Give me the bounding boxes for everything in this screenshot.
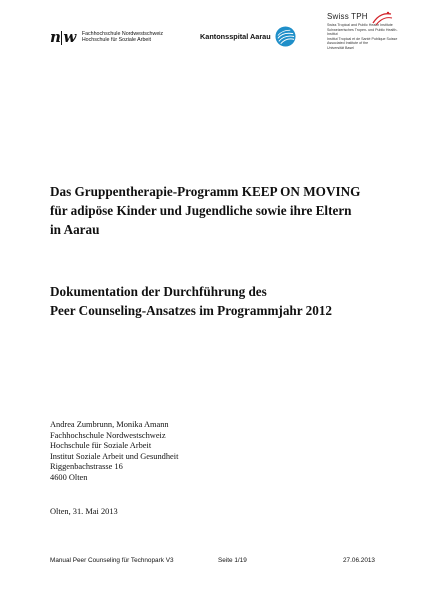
- subtitle-line: Peer Counseling-Ansatzes im Programmjahr 2012: [50, 303, 333, 318]
- fhnw-logo-mark: [50, 28, 76, 46]
- address-line: Riggenbachstrasse 16: [50, 462, 123, 472]
- ksa-logo: [200, 26, 296, 47]
- footer-date: 27.06.2013: [343, 557, 375, 564]
- title-line: in Aarau: [50, 222, 100, 237]
- title-line: für adipöse Kinder und Jugendliche sowie ihre Eltern: [50, 203, 352, 218]
- place-date: Olten, 31. Mai 2013: [50, 507, 118, 516]
- swiss-tph-line: Swiss Tropical and Public Health Institute: [327, 23, 393, 27]
- address-line: Fachhochschule Nordwestschweiz: [50, 430, 166, 440]
- address-line: Institut Soziale Arbeit und Gesundheit: [50, 451, 179, 461]
- authors: Andrea Zumbrunn, Monika Amann: [50, 420, 169, 429]
- footer-document-name: Manual Peer Counseling für Technopark V3: [50, 557, 174, 564]
- swiss-tph-logo: [327, 12, 407, 50]
- page-footer: [50, 557, 375, 569]
- address-line: 4600 Olten: [50, 472, 88, 482]
- document-title: [50, 182, 390, 239]
- swiss-tph-swoosh-icon: [371, 10, 393, 26]
- fhnw-line-1: Fachhochschule Nordwestschweiz: [81, 30, 164, 37]
- fhnw-logo-text: [82, 31, 163, 44]
- title-line: Das Gruppentherapie-Programm KEEP ON MOVING: [50, 184, 361, 199]
- ksa-logo-mark-icon: [275, 26, 296, 47]
- swiss-tph-line: Institut Tropical et de Santé Publique Suisse: [327, 36, 398, 41]
- swiss-tph-line: Schweizerisches Tropen- und Public Health-Institut: [327, 27, 398, 36]
- footer-page-number: Seite 1/19: [218, 557, 247, 564]
- address-line: Hochschule für Soziale Arbeit: [50, 441, 152, 451]
- swiss-tph-name: Swiss TPH: [327, 12, 368, 21]
- swiss-tph-description: [327, 23, 403, 50]
- author-address-block: [50, 420, 178, 484]
- document-subtitle: [50, 282, 390, 320]
- fhnw-line-2: Hochschule für Soziale Arbeit: [81, 37, 152, 43]
- ksa-logo-text: Kantonsspital Aarau: [200, 32, 271, 41]
- fhnw-mark-right: w: [63, 28, 76, 46]
- subtitle-line: Dokumentation der Durchführung des: [50, 284, 267, 299]
- swiss-tph-line: Universität Basel: [327, 45, 354, 50]
- fhnw-mark-left: n: [50, 28, 61, 46]
- swiss-tph-line: Associated Institute of the: [327, 41, 369, 45]
- fhnw-logo: [50, 28, 163, 46]
